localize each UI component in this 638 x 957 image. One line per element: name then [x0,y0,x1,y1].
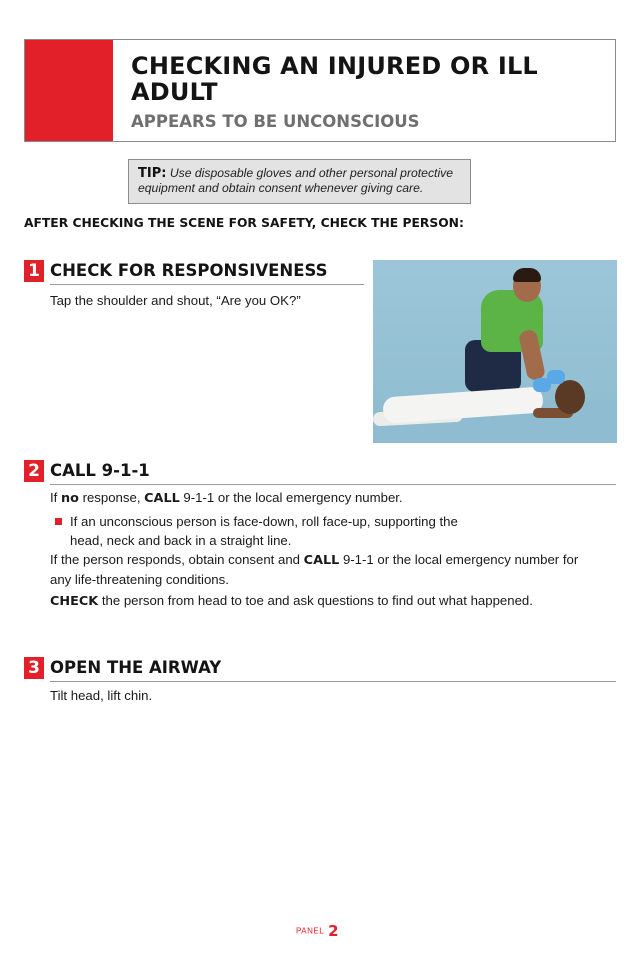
keyword: CHECK [50,594,99,609]
step-text-line-1 [50,488,616,508]
step-1-header [24,260,364,284]
bullet-marker [55,518,62,525]
step-divider [50,484,616,485]
header-box [24,39,616,142]
glove-right [547,370,565,384]
step-text: Tap the shoulder and shout, “Are you OK?” [50,293,301,308]
text-run: response, [78,490,145,505]
tip-text: Use disposable gloves and other personal protective equipment and obtain consent whenever giving care. [138,166,454,195]
rescuer-hair [513,268,541,282]
step-text-line-3 [50,591,616,611]
step-text-line-2 [50,550,590,589]
text-run: 9-1-1 or the local emergency number for any life-threatening conditions. [50,552,579,587]
rescuer-checking-person-photo [373,260,617,443]
step-title: CALL 9-1-1 [50,461,150,480]
text-run: If [50,490,61,505]
text-run: If the person responds, obtain consent and [50,552,304,567]
step-2 [24,460,618,609]
step-divider [50,681,616,682]
header-accent-block [25,40,113,141]
keyword: CALL [303,553,340,568]
page-footer [296,922,339,940]
bullet-text: If an unconscious person is face-down, roll face-up, supporting the head, neck and back in a straight line. [70,514,458,548]
step-3 [24,657,618,703]
keyword: CALL [144,491,180,506]
step-3-header [24,657,618,681]
step-divider [50,284,364,285]
step-2-header [24,460,618,484]
keyword: no [61,491,79,506]
page-subtitle: APPEARS TO BE UNCONSCIOUS [131,112,420,131]
page-title: CHECKING AN INJURED OR ILL ADULT [131,52,538,106]
step-1 [24,260,364,308]
step-number-badge: 1 [24,260,44,282]
text-run: the person from head to toe and ask questions to find out what happened. [98,593,533,608]
panel-number: 2 [328,922,339,940]
victim-head [555,380,585,414]
step-title: OPEN THE AIRWAY [50,658,222,677]
intro-instruction: AFTER CHECKING THE SCENE FOR SAFETY, CHECK THE PERSON: [24,216,464,230]
step-number-badge: 3 [24,657,44,679]
step-text: Tilt head, lift chin. [50,688,153,703]
tip-label: TIP: [138,166,167,181]
text-run: 9-1-1 or the local emergency number. [179,490,403,505]
step-number-badge: 2 [24,460,44,482]
step-title: CHECK FOR RESPONSIVENESS [50,261,328,280]
bullet-item [50,512,490,552]
panel-label: PANEL [296,926,325,936]
tip-box [128,159,471,204]
